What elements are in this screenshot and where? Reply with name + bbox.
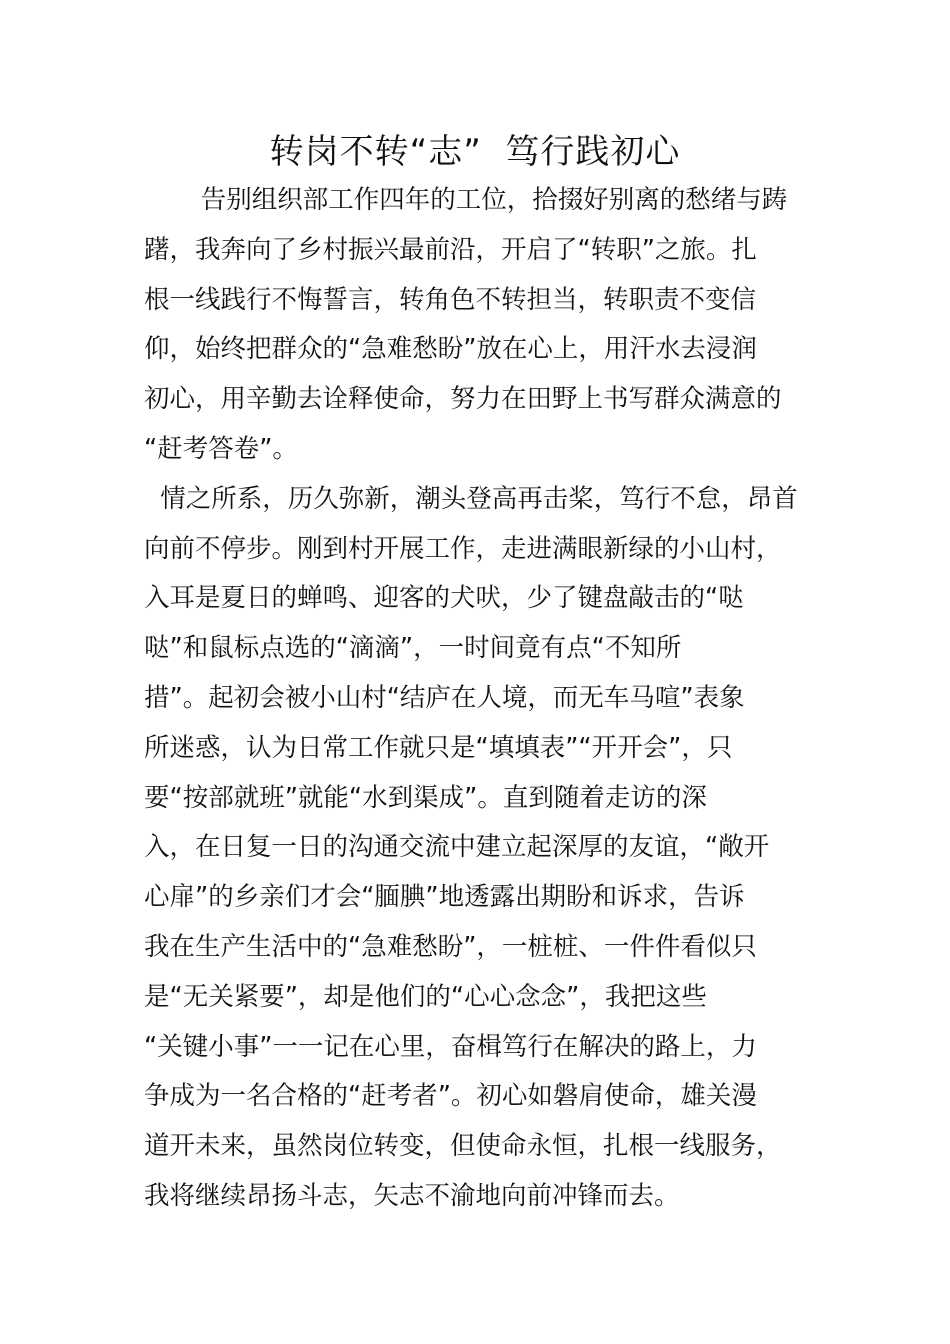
text-line: 初心，用辛勤去诠释使命，努力在田野上书写群众满意的	[144, 384, 782, 415]
text-line: 躇，我奔向了乡村振兴最前沿，开启了“转职”之旅。扎	[144, 234, 757, 265]
text-line: 是“无关紧要”，却是他们的“心心念念”，我把这些	[144, 981, 707, 1012]
document-title: 转岗不转“志” 笃行践初心	[269, 132, 681, 172]
document-body	[144, 176, 812, 1222]
text-line: 仰，始终把群众的“急难愁盼”放在心上，用汗水去浸润	[144, 334, 757, 365]
text-line: 哒”和鼠标点选的“滴滴”，一时间竟有点“不知所	[144, 633, 682, 664]
text-line: 根一线践行不悔誓言，转角色不转担当，转职责不变信	[144, 284, 757, 315]
text-line: 入，在日复一日的沟通交流中建立起深厚的友谊，“敞开	[144, 832, 770, 863]
text-line: 我在生产生活中的“急难愁盼”，一桩桩、一件件看似只	[144, 931, 757, 962]
text-line: 所迷惑，认为日常工作就只是“填填表”“开开会”，只	[144, 732, 733, 763]
text-line: 要“按部就班”就能“水到渠成”。直到随着走访的深	[144, 782, 707, 813]
text-line: 情之所系，历久弥新，潮头登高再击桨，笃行不怠，昂首	[144, 483, 798, 514]
text-line: 向前不停步。刚到村开展工作，走进满眼新绿的小山村，	[144, 533, 782, 564]
text-line: 争成为一名合格的“赶考者”。初心如磐肩使命，雄关漫	[144, 1081, 757, 1112]
text-line: 措”。起初会被小山村“结庐在人境，而无车马喧”表象	[144, 682, 745, 713]
text-line: 告别组织部工作四年的工位，拾掇好别离的愁绪与踌	[144, 185, 788, 215]
text-line: 心扉”的乡亲们才会“腼腆”地透露出期盼和诉求，告诉	[144, 882, 745, 913]
text-line: 入耳是夏日的蝉鸣、迎客的犬吠，少了键盘敲击的“哒	[144, 583, 744, 614]
text-line: “赶考答卷”。	[144, 433, 298, 464]
text-line: “关键小事”一一记在心里，奋楫笃行在解决的路上，力	[144, 1031, 757, 1062]
text-line: 我将继续昂扬斗志，矢志不渝地向前冲锋而去。	[144, 1180, 680, 1211]
text-line: 道开未来，虽然岗位转变，但使命永恒，扎根一线服务，	[144, 1131, 782, 1162]
